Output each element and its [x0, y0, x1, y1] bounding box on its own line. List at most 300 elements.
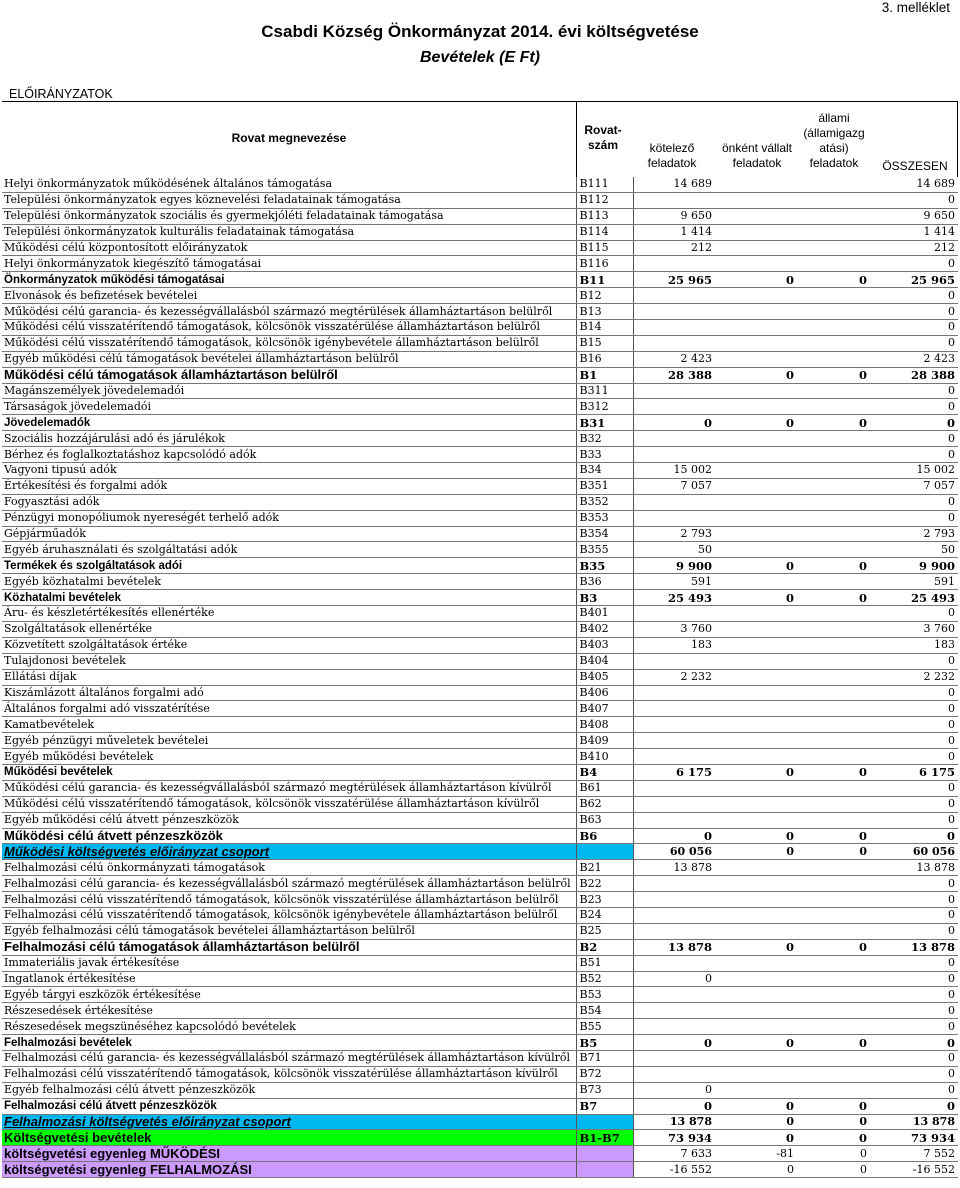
table-row [2, 1162, 958, 1178]
cell-voluntary [715, 812, 797, 828]
cell-voluntary [715, 463, 797, 479]
cell-code: B55 [576, 1019, 633, 1035]
cell-voluntary [715, 796, 797, 812]
cell-code: B402 [576, 621, 633, 637]
cell-total: 0 [870, 812, 958, 828]
cell-name: Felhalmozási célú átvett pénzeszközök [2, 1098, 576, 1114]
cell-voluntary [715, 701, 797, 717]
cell-state [797, 701, 870, 717]
cell-voluntary: 0 [715, 1035, 797, 1051]
table-row [2, 1114, 958, 1130]
cell-total: 0 [870, 1019, 958, 1035]
cell-mandatory [633, 399, 715, 415]
cell-state [797, 685, 870, 701]
cell-mandatory [633, 447, 715, 463]
cell-code: B15 [576, 335, 633, 351]
table-row [2, 542, 958, 558]
table-row [2, 1066, 958, 1082]
cell-code: B111 [576, 177, 633, 192]
cell-voluntary [715, 447, 797, 463]
table-row [2, 558, 958, 574]
cell-state: 0 [797, 590, 870, 606]
cell-code: B13 [576, 304, 633, 320]
cell-code [576, 844, 633, 860]
cell-state [797, 955, 870, 971]
cell-code: B405 [576, 669, 633, 685]
cell-code: B404 [576, 653, 633, 669]
cell-state [797, 478, 870, 494]
cell-mandatory: 0 [633, 971, 715, 987]
cell-name: Felhalmozási célú visszatérítendő támogatások, kölcsönök visszatérülése államháztartáson kívülről [2, 1066, 576, 1082]
cell-name: Kiszámlázott általános forgalmi adó [2, 685, 576, 701]
cell-state [797, 653, 870, 669]
table-row [2, 764, 958, 780]
cell-name: Közhatalmi bevételek [2, 590, 576, 606]
table-row [2, 1003, 958, 1019]
cell-name: Egyéb működési célú támogatások bevételei államháztartáson belülről [2, 351, 576, 367]
cell-mandatory: 2 232 [633, 669, 715, 685]
cell-name: Működési célú visszatérítendő támogatások, kölcsönök visszatérülése államháztartáson kívülről [2, 796, 576, 812]
cell-mandatory [633, 717, 715, 733]
cell-voluntary [715, 621, 797, 637]
cell-mandatory: 6 175 [633, 764, 715, 780]
cell-total: 0 [870, 494, 958, 510]
cell-code [576, 1162, 633, 1178]
cell-name: Részesedések megszünéséhez kapcsolódó bevételek [2, 1019, 576, 1035]
cell-state [797, 987, 870, 1003]
cell-total: 0 [870, 606, 958, 622]
cell-code [576, 1146, 633, 1162]
cell-total: 0 [870, 796, 958, 812]
cell-mandatory: 25 965 [633, 272, 715, 288]
cell-total: 73 934 [870, 1130, 958, 1146]
cell-total: 0 [870, 987, 958, 1003]
cell-state [797, 606, 870, 622]
cell-total: 0 [870, 892, 958, 908]
cell-total: 15 002 [870, 463, 958, 479]
cell-total: 0 [870, 431, 958, 447]
cell-name: Pénzügyi monopóliumok nyereségét terhelő adók [2, 510, 576, 526]
cell-code: B25 [576, 923, 633, 939]
cell-mandatory: 7 057 [633, 478, 715, 494]
table-row [2, 463, 958, 479]
cell-code: B1 [576, 367, 633, 383]
cell-code: B114 [576, 224, 633, 240]
cell-name: Közvetített szolgáltatások értéke [2, 637, 576, 653]
table-row [2, 351, 958, 367]
cell-total: 3 760 [870, 621, 958, 637]
table-row [2, 1050, 958, 1066]
cell-mandatory [633, 383, 715, 399]
cell-code: B408 [576, 717, 633, 733]
cell-state [797, 621, 870, 637]
table-row [2, 431, 958, 447]
cell-voluntary [715, 399, 797, 415]
cell-name: Működési célú visszatérítendő támogatások, kölcsönök visszatérülése államháztartáson belülről [2, 320, 576, 336]
cell-total: 9 650 [870, 208, 958, 224]
cell-total: 60 056 [870, 844, 958, 860]
cell-state: 0 [797, 1114, 870, 1130]
cell-code: B36 [576, 574, 633, 590]
cell-voluntary [715, 320, 797, 336]
table-row [2, 383, 958, 399]
cell-state [797, 733, 870, 749]
table-row [2, 510, 958, 526]
cell-name: Gépjárműadók [2, 526, 576, 542]
appendix-label: 3. melléklet [881, 0, 950, 15]
cell-total: 2 423 [870, 351, 958, 367]
cell-total: 0 [870, 653, 958, 669]
cell-state: 0 [797, 828, 870, 844]
cell-total: 591 [870, 574, 958, 590]
cell-voluntary [715, 780, 797, 796]
cell-state: 0 [797, 844, 870, 860]
cell-voluntary [715, 717, 797, 733]
cell-mandatory: 1 414 [633, 224, 715, 240]
cell-voluntary [715, 1066, 797, 1082]
table-row [2, 749, 958, 765]
cell-total: 212 [870, 240, 958, 256]
cell-state: 0 [797, 1130, 870, 1146]
cell-state: 0 [797, 1162, 870, 1178]
cell-voluntary [715, 892, 797, 908]
cell-code: B5 [576, 1035, 633, 1051]
cell-total: 0 [870, 510, 958, 526]
cell-voluntary [715, 606, 797, 622]
cell-total: 9 900 [870, 558, 958, 574]
cell-total: 0 [870, 923, 958, 939]
cell-state [797, 526, 870, 542]
cell-state: 0 [797, 764, 870, 780]
cell-state [797, 335, 870, 351]
cell-code: B12 [576, 288, 633, 304]
cell-name: Szolgáltatások ellenértéke [2, 621, 576, 637]
col-header-voluntary: önként vállalt feladatok [721, 141, 793, 170]
cell-mandatory: 0 [633, 828, 715, 844]
cell-voluntary [715, 923, 797, 939]
cell-voluntary: 0 [715, 272, 797, 288]
cell-state [797, 1019, 870, 1035]
cell-code: B21 [576, 860, 633, 876]
cell-voluntary [715, 955, 797, 971]
cell-voluntary [715, 907, 797, 923]
table-row [2, 494, 958, 510]
cell-total: 0 [870, 717, 958, 733]
cell-mandatory [633, 192, 715, 208]
cell-state [797, 876, 870, 892]
cell-voluntary: 0 [715, 828, 797, 844]
cell-code: B2 [576, 939, 633, 955]
cell-state: 0 [797, 415, 870, 431]
cell-code: B16 [576, 351, 633, 367]
cell-code: B11 [576, 272, 633, 288]
cell-state [797, 383, 870, 399]
cell-mandatory: 50 [633, 542, 715, 558]
cell-state: 0 [797, 1098, 870, 1114]
cell-mandatory [633, 701, 715, 717]
table-row [2, 939, 958, 955]
cell-voluntary [715, 971, 797, 987]
cell-name: Felhalmozási célú önkormányzati támogatások [2, 860, 576, 876]
table-row [2, 844, 958, 860]
col-header-total: ÖSSZESEN [882, 159, 948, 173]
cell-total: 0 [870, 685, 958, 701]
cell-voluntary [715, 478, 797, 494]
cell-voluntary: 0 [715, 764, 797, 780]
cell-voluntary [715, 1003, 797, 1019]
cell-total: 0 [870, 1098, 958, 1114]
cell-name: Egyéb közhatalmi bevételek [2, 574, 576, 590]
cell-code: B407 [576, 701, 633, 717]
cell-mandatory [633, 685, 715, 701]
cell-mandatory [633, 1019, 715, 1035]
cell-mandatory [633, 653, 715, 669]
cell-voluntary [715, 685, 797, 701]
cell-voluntary [715, 1019, 797, 1035]
cell-name: Áru- és készletértékesítés ellenértéke [2, 606, 576, 622]
cell-code: B73 [576, 1082, 633, 1098]
cell-voluntary: 0 [715, 939, 797, 955]
cell-mandatory [633, 987, 715, 1003]
cell-name: Felhalmozási célú támogatások államháztartáson belülről [2, 939, 576, 955]
table-row [2, 637, 958, 653]
table-row [2, 621, 958, 637]
cell-voluntary [715, 224, 797, 240]
cell-mandatory [633, 907, 715, 923]
cell-state: 0 [797, 558, 870, 574]
cell-total: 0 [870, 1035, 958, 1051]
cell-name: Költségvetési bevételek [2, 1130, 576, 1146]
cell-code: B6 [576, 828, 633, 844]
table-row [2, 478, 958, 494]
table-row [2, 240, 958, 256]
cell-total: 0 [870, 256, 958, 272]
cell-mandatory: 73 934 [633, 1130, 715, 1146]
cell-voluntary [715, 669, 797, 685]
table-row [2, 224, 958, 240]
table-row [2, 367, 958, 383]
table-row [2, 192, 958, 208]
cell-mandatory: 28 388 [633, 367, 715, 383]
table-row [2, 288, 958, 304]
cell-state [797, 542, 870, 558]
cell-voluntary [715, 526, 797, 542]
cell-total: 0 [870, 304, 958, 320]
cell-code: B312 [576, 399, 633, 415]
cell-code: B61 [576, 780, 633, 796]
cell-total: 0 [870, 971, 958, 987]
cell-mandatory [633, 780, 715, 796]
cell-total: 0 [870, 701, 958, 717]
cell-state [797, 907, 870, 923]
cell-name: Egyéb működési célú átvett pénzeszközök [2, 812, 576, 828]
table-row [2, 320, 958, 336]
cell-mandatory [633, 955, 715, 971]
cell-total: 0 [870, 733, 958, 749]
cell-total: 0 [870, 288, 958, 304]
cell-mandatory: 0 [633, 415, 715, 431]
cell-total: 0 [870, 955, 958, 971]
table-row [2, 876, 958, 892]
cell-mandatory: 13 878 [633, 939, 715, 955]
cell-code: B311 [576, 383, 633, 399]
cell-mandatory: 183 [633, 637, 715, 653]
cell-mandatory: 2 423 [633, 351, 715, 367]
cell-mandatory [633, 923, 715, 939]
cell-name: Települési önkormányzatok egyes köznevelési feladatainak támogatása [2, 192, 576, 208]
table-row [2, 208, 958, 224]
cell-name: Kamatbevételek [2, 717, 576, 733]
cell-voluntary [715, 574, 797, 590]
cell-name: Ingatlanok értékesítése [2, 971, 576, 987]
cell-state [797, 494, 870, 510]
cell-voluntary [715, 383, 797, 399]
cell-state [797, 431, 870, 447]
section-label: ELŐIRÁNYZATOK [9, 87, 113, 101]
cell-code: B24 [576, 907, 633, 923]
cell-state [797, 256, 870, 272]
cell-mandatory: 212 [633, 240, 715, 256]
cell-voluntary: 0 [715, 1114, 797, 1130]
cell-name: Működési célú garancia- és kezességvállalásból származó megtérülések államháztartáson kívülről [2, 780, 576, 796]
table-row [2, 812, 958, 828]
cell-state: 0 [797, 1146, 870, 1162]
cell-name: költségvetési egyenleg FELHALMOZÁSI [2, 1162, 576, 1178]
cell-state [797, 923, 870, 939]
cell-mandatory: 14 689 [633, 177, 715, 192]
cell-state [797, 860, 870, 876]
cell-state: 0 [797, 939, 870, 955]
cell-state [797, 224, 870, 240]
cell-name: Működési célú központosított előirányzatok [2, 240, 576, 256]
cell-state [797, 1050, 870, 1066]
table-row [2, 1019, 958, 1035]
table-row [2, 1130, 958, 1146]
cell-state [797, 399, 870, 415]
cell-voluntary [715, 240, 797, 256]
cell-code: B112 [576, 192, 633, 208]
cell-mandatory [633, 1066, 715, 1082]
cell-voluntary [715, 876, 797, 892]
table-row [2, 574, 958, 590]
cell-name: Egyéb tárgyi eszközök értékesítése [2, 987, 576, 1003]
table-row [2, 987, 958, 1003]
table-row [2, 304, 958, 320]
cell-state [797, 637, 870, 653]
table-row [2, 892, 958, 908]
cell-state [797, 288, 870, 304]
cell-mandatory: 0 [633, 1082, 715, 1098]
cell-total: 0 [870, 335, 958, 351]
cell-mandatory [633, 876, 715, 892]
cell-name: Felhalmozási célú garancia- és kezességvállalásból származó megtérülések államháztartáson kívülről [2, 1050, 576, 1066]
page-title: Csabdi Község Önkormányzat 2014. évi költségvetése [261, 22, 699, 41]
cell-code: B14 [576, 320, 633, 336]
col-header-code: Rovat- szám [584, 123, 622, 152]
cell-state [797, 510, 870, 526]
cell-voluntary [715, 335, 797, 351]
cell-mandatory [633, 606, 715, 622]
cell-total: -16 552 [870, 1162, 958, 1178]
cell-voluntary [715, 304, 797, 320]
cell-mandatory [633, 749, 715, 765]
cell-voluntary [715, 192, 797, 208]
cell-code: B7 [576, 1098, 633, 1114]
cell-total: 14 689 [870, 177, 958, 192]
cell-name: Egyéb felhalmozási célú támogatások bevételei államháztartáson belülről [2, 923, 576, 939]
cell-mandatory [633, 796, 715, 812]
cell-voluntary [715, 542, 797, 558]
cell-state [797, 447, 870, 463]
cell-mandatory: 3 760 [633, 621, 715, 637]
cell-total: 0 [870, 749, 958, 765]
cell-name: Települési önkormányzatok kulturális feladatainak támogatása [2, 224, 576, 240]
table-row [2, 669, 958, 685]
cell-state [797, 177, 870, 192]
cell-code: B115 [576, 240, 633, 256]
table-row [2, 717, 958, 733]
cell-total: 0 [870, 320, 958, 336]
table-row [2, 590, 958, 606]
cell-name: Működési célú átvett pénzeszközök [2, 828, 576, 844]
cell-name: Felhalmozási költségvetés előirányzat csoport [2, 1114, 576, 1130]
cell-voluntary [715, 749, 797, 765]
table-row [2, 955, 958, 971]
cell-mandatory [633, 510, 715, 526]
cell-voluntary: 0 [715, 415, 797, 431]
col-header-state: állami (államigazg atási) feladatok [803, 111, 865, 170]
cell-mandatory: 0 [633, 1035, 715, 1051]
cell-state [797, 812, 870, 828]
cell-name: Általános forgalmi adó visszatérítése [2, 701, 576, 717]
cell-name: Működési bevételek [2, 764, 576, 780]
cell-code: B116 [576, 256, 633, 272]
cell-code: B63 [576, 812, 633, 828]
table-row [2, 796, 958, 812]
cell-state [797, 320, 870, 336]
cell-name: Egyéb pénzügyi műveletek bevételei [2, 733, 576, 749]
cell-total: 0 [870, 447, 958, 463]
cell-total: 13 878 [870, 1114, 958, 1130]
cell-name: Települési önkormányzatok szociális és gyermekjóléti feladatainak támogatása [2, 208, 576, 224]
cell-total: 0 [870, 828, 958, 844]
cell-code: B72 [576, 1066, 633, 1082]
cell-total: 183 [870, 637, 958, 653]
cell-code: B51 [576, 955, 633, 971]
cell-code: B35 [576, 558, 633, 574]
cell-voluntary [715, 653, 797, 669]
cell-code: B22 [576, 876, 633, 892]
cell-voluntary: 0 [715, 1130, 797, 1146]
cell-name: Önkormányzatok működési támogatásai [2, 272, 576, 288]
cell-code: B406 [576, 685, 633, 701]
table-row [2, 971, 958, 987]
cell-state [797, 351, 870, 367]
cell-state [797, 1003, 870, 1019]
cell-code: B34 [576, 463, 633, 479]
cell-name: Helyi önkormányzatok működésének általános támogatása [2, 177, 576, 192]
cell-state [797, 1066, 870, 1082]
cell-name: Szociális hozzájárulási adó és járulékok [2, 431, 576, 447]
cell-state [797, 717, 870, 733]
cell-total: 2 793 [870, 526, 958, 542]
cell-name: Felhalmozási bevételek [2, 1035, 576, 1051]
cell-state [797, 1082, 870, 1098]
cell-code: B353 [576, 510, 633, 526]
cell-name: költségvetési egyenleg MŰKÖDÉSI [2, 1146, 576, 1162]
cell-total: 13 878 [870, 860, 958, 876]
cell-mandatory [633, 256, 715, 272]
